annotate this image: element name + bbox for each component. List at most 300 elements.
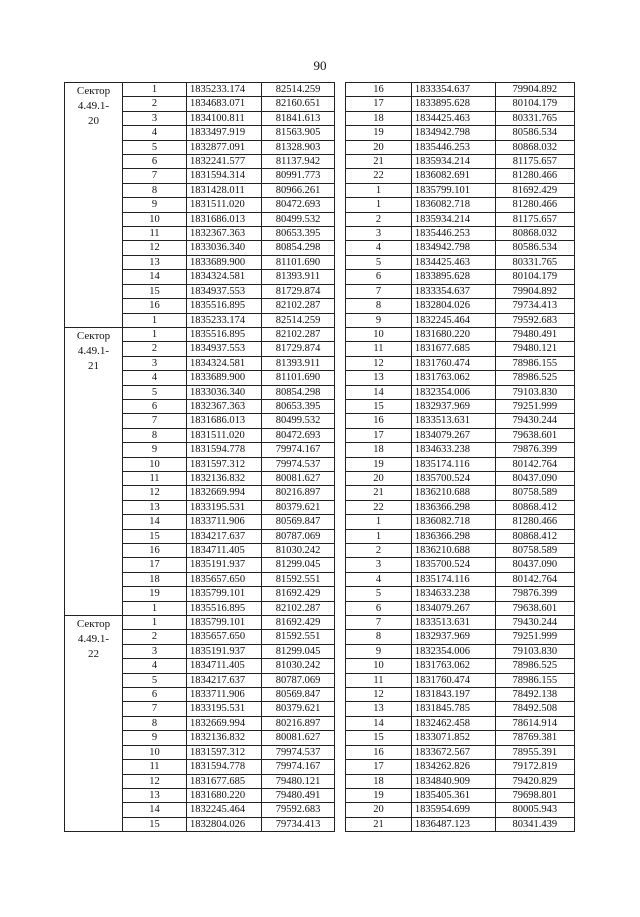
x-coordinate-cell: 1834425.463 (411, 111, 495, 125)
point-number-cell: 8 (123, 428, 187, 442)
y-coordinate-cell: 82102.287 (262, 299, 335, 313)
table-row (346, 731, 575, 745)
x-coordinate-cell: 1831680.220 (187, 788, 262, 802)
point-number-cell: 10 (123, 457, 187, 471)
x-coordinate-cell: 1831594.778 (187, 443, 262, 457)
y-coordinate-cell: 80104.179 (495, 97, 574, 111)
x-coordinate-cell: 1834425.463 (411, 255, 495, 269)
y-coordinate-cell: 78614.914 (495, 716, 574, 730)
table-row (346, 500, 575, 514)
point-number-cell: 21 (346, 155, 412, 169)
y-coordinate-cell: 80569.847 (262, 688, 335, 702)
point-number-cell: 21 (346, 486, 412, 500)
y-coordinate-cell: 81101.690 (262, 255, 335, 269)
y-coordinate-cell: 81393.911 (262, 356, 335, 370)
point-number-cell: 18 (346, 443, 412, 457)
table-row (65, 83, 335, 97)
x-coordinate-cell: 1832354.006 (411, 644, 495, 658)
x-coordinate-cell: 1831760.474 (411, 356, 495, 370)
y-coordinate-cell: 81328.903 (262, 140, 335, 154)
point-number-cell: 1 (123, 601, 187, 615)
y-coordinate-cell: 79974.167 (262, 443, 335, 457)
x-coordinate-cell: 1835233.174 (187, 313, 262, 327)
point-number-cell: 8 (123, 183, 187, 197)
x-coordinate-cell: 1831760.474 (411, 673, 495, 687)
point-number-cell: 2 (123, 342, 187, 356)
y-coordinate-cell: 81692.429 (262, 616, 335, 630)
x-coordinate-cell: 1831511.020 (187, 428, 262, 442)
x-coordinate-cell: 1834937.553 (187, 342, 262, 356)
point-number-cell: 9 (346, 644, 412, 658)
x-coordinate-cell: 1833497.919 (187, 126, 262, 140)
point-number-cell: 15 (123, 529, 187, 543)
table-row (346, 414, 575, 428)
page-number: 90 (313, 58, 327, 73)
table-row (346, 659, 575, 673)
table-row (346, 97, 575, 111)
y-coordinate-cell: 80379.621 (262, 702, 335, 716)
table-row (346, 630, 575, 644)
y-coordinate-cell: 80499.532 (262, 212, 335, 226)
x-coordinate-cell: 1833672.567 (411, 745, 495, 759)
y-coordinate-cell: 82102.287 (262, 601, 335, 615)
y-coordinate-cell: 81299.045 (262, 558, 335, 572)
point-number-cell: 1 (346, 529, 412, 543)
table-row (346, 443, 575, 457)
x-coordinate-cell: 1833071.852 (411, 731, 495, 745)
point-number-cell: 5 (346, 255, 412, 269)
point-number-cell: 10 (123, 745, 187, 759)
sector-label (65, 616, 123, 832)
y-coordinate-cell: 79480.491 (495, 327, 574, 341)
table-row (346, 788, 575, 802)
x-coordinate-cell: 1833895.628 (411, 97, 495, 111)
point-number-cell: 11 (123, 471, 187, 485)
point-number-cell: 13 (123, 788, 187, 802)
x-coordinate-cell: 1833036.340 (187, 385, 262, 399)
point-number-cell: 7 (346, 616, 412, 630)
y-coordinate-cell: 81592.551 (262, 572, 335, 586)
point-number-cell: 6 (123, 688, 187, 702)
point-number-cell: 1 (123, 616, 187, 630)
point-number-cell: 17 (346, 428, 412, 442)
x-coordinate-cell: 1833354.637 (411, 83, 495, 97)
y-coordinate-cell: 80216.897 (262, 486, 335, 500)
x-coordinate-cell: 1834324.581 (187, 270, 262, 284)
y-coordinate-cell: 81393.911 (262, 270, 335, 284)
y-coordinate-cell: 81280.466 (495, 515, 574, 529)
sector-label-line: 22 (88, 648, 99, 661)
x-coordinate-cell: 1831677.685 (187, 774, 262, 788)
table-row (346, 284, 575, 298)
y-coordinate-cell: 79876.399 (495, 443, 574, 457)
x-coordinate-cell: 1832877.091 (187, 140, 262, 154)
table-row (346, 342, 575, 356)
y-coordinate-cell: 82514.259 (262, 83, 335, 97)
x-coordinate-cell: 1834217.637 (187, 529, 262, 543)
point-number-cell: 15 (123, 284, 187, 298)
point-number-cell: 20 (346, 803, 412, 817)
point-number-cell: 19 (346, 788, 412, 802)
y-coordinate-cell: 80499.532 (262, 414, 335, 428)
x-coordinate-cell: 1834100.811 (187, 111, 262, 125)
point-number-cell: 10 (123, 212, 187, 226)
sector-label-line: Сектор (76, 85, 111, 97)
x-coordinate-cell: 1833689.900 (187, 255, 262, 269)
x-coordinate-cell: 1831677.685 (411, 342, 495, 356)
y-coordinate-cell: 80854.298 (262, 241, 335, 255)
y-coordinate-cell: 79172.819 (495, 760, 574, 774)
table-row (346, 817, 575, 831)
y-coordinate-cell: 82102.287 (262, 327, 335, 341)
point-number-cell: 2 (346, 544, 412, 558)
point-number-cell: 20 (346, 140, 412, 154)
table-row (346, 544, 575, 558)
point-number-cell: 22 (346, 169, 412, 183)
point-number-cell: 4 (123, 371, 187, 385)
point-number-cell: 8 (346, 299, 412, 313)
y-coordinate-cell: 80331.765 (495, 255, 574, 269)
x-coordinate-cell: 1835174.116 (411, 572, 495, 586)
x-coordinate-cell: 1832804.026 (411, 299, 495, 313)
point-number-cell: 19 (346, 457, 412, 471)
x-coordinate-cell: 1834711.405 (187, 659, 262, 673)
point-number-cell: 1 (123, 313, 187, 327)
y-coordinate-cell: 80868.032 (495, 227, 574, 241)
y-coordinate-cell: 78986.525 (495, 371, 574, 385)
point-number-cell: 16 (346, 83, 412, 97)
y-coordinate-cell: 82514.259 (262, 313, 335, 327)
y-coordinate-cell: 81280.466 (495, 198, 574, 212)
point-number-cell: 17 (346, 97, 412, 111)
sector-label-line: 4.49.1- (77, 633, 110, 646)
y-coordinate-cell: 80081.627 (262, 731, 335, 745)
point-number-cell: 3 (123, 111, 187, 125)
x-coordinate-cell: 1834711.405 (187, 544, 262, 558)
point-number-cell: 13 (346, 702, 412, 716)
y-coordinate-cell: 78986.155 (495, 673, 574, 687)
x-coordinate-cell: 1836210.688 (411, 544, 495, 558)
table-row (346, 140, 575, 154)
x-coordinate-cell: 1831428.011 (187, 183, 262, 197)
point-number-cell: 5 (123, 673, 187, 687)
x-coordinate-cell: 1835934.214 (411, 212, 495, 226)
table-row (346, 356, 575, 370)
y-coordinate-cell: 80331.765 (495, 111, 574, 125)
point-number-cell: 21 (346, 817, 412, 831)
table-row (346, 616, 575, 630)
point-number-cell: 19 (346, 126, 412, 140)
x-coordinate-cell: 1835700.524 (411, 471, 495, 485)
y-coordinate-cell: 80341.439 (495, 817, 574, 831)
table-row (346, 327, 575, 341)
x-coordinate-cell: 1833354.637 (411, 284, 495, 298)
y-coordinate-cell: 79251.999 (495, 399, 574, 413)
coordinates-table-left (64, 82, 335, 832)
x-coordinate-cell: 1833711.906 (187, 515, 262, 529)
x-coordinate-cell: 1831511.020 (187, 198, 262, 212)
point-number-cell: 14 (123, 270, 187, 284)
point-number-cell: 4 (346, 572, 412, 586)
x-coordinate-cell: 1836082.718 (411, 515, 495, 529)
x-coordinate-cell: 1836082.691 (411, 169, 495, 183)
point-number-cell: 9 (123, 198, 187, 212)
point-number-cell: 3 (346, 558, 412, 572)
x-coordinate-cell: 1833195.531 (187, 500, 262, 514)
point-number-cell: 14 (346, 385, 412, 399)
point-number-cell: 6 (123, 399, 187, 413)
point-number-cell: 7 (123, 702, 187, 716)
point-number-cell: 18 (123, 572, 187, 586)
y-coordinate-cell: 78492.508 (495, 702, 574, 716)
table-row (346, 644, 575, 658)
x-coordinate-cell: 1836366.298 (411, 529, 495, 543)
x-coordinate-cell: 1835516.895 (187, 601, 262, 615)
x-coordinate-cell: 1835799.101 (187, 616, 262, 630)
point-number-cell: 1 (123, 83, 187, 97)
point-number-cell: 11 (123, 227, 187, 241)
y-coordinate-cell: 79638.601 (495, 428, 574, 442)
x-coordinate-cell: 1834079.267 (411, 601, 495, 615)
x-coordinate-cell: 1834683.071 (187, 97, 262, 111)
y-coordinate-cell: 81101.690 (262, 371, 335, 385)
x-coordinate-cell: 1833513.631 (411, 414, 495, 428)
y-coordinate-cell: 79974.537 (262, 457, 335, 471)
x-coordinate-cell: 1836487.123 (411, 817, 495, 831)
x-coordinate-cell: 1831763.062 (411, 371, 495, 385)
x-coordinate-cell: 1835174.116 (411, 457, 495, 471)
x-coordinate-cell: 1834633.238 (411, 587, 495, 601)
x-coordinate-cell: 1834217.637 (187, 673, 262, 687)
sector-label-line: 4.49.1- (77, 100, 110, 112)
x-coordinate-cell: 1833036.340 (187, 241, 262, 255)
x-coordinate-cell: 1832937.969 (411, 630, 495, 644)
table-row (346, 270, 575, 284)
x-coordinate-cell: 1833711.906 (187, 688, 262, 702)
table-row (346, 558, 575, 572)
x-coordinate-cell: 1835799.101 (187, 587, 262, 601)
x-coordinate-cell: 1832367.363 (187, 227, 262, 241)
y-coordinate-cell: 80216.897 (262, 716, 335, 730)
y-coordinate-cell: 80472.693 (262, 198, 335, 212)
y-coordinate-cell: 79698.801 (495, 788, 574, 802)
x-coordinate-cell: 1831843.197 (411, 688, 495, 702)
y-coordinate-cell: 80379.621 (262, 500, 335, 514)
point-number-cell: 16 (346, 414, 412, 428)
x-coordinate-cell: 1835191.937 (187, 644, 262, 658)
y-coordinate-cell: 79480.491 (262, 788, 335, 802)
x-coordinate-cell: 1832937.969 (411, 399, 495, 413)
y-coordinate-cell: 81030.242 (262, 544, 335, 558)
point-number-cell: 5 (123, 385, 187, 399)
point-number-cell: 1 (346, 198, 412, 212)
sector-label (65, 83, 123, 328)
point-number-cell: 16 (123, 299, 187, 313)
x-coordinate-cell: 1831763.062 (411, 659, 495, 673)
y-coordinate-cell: 79974.167 (262, 760, 335, 774)
point-number-cell: 1 (346, 515, 412, 529)
point-number-cell: 7 (123, 414, 187, 428)
y-coordinate-cell: 80142.764 (495, 457, 574, 471)
x-coordinate-cell: 1834633.238 (411, 443, 495, 457)
x-coordinate-cell: 1833689.900 (187, 371, 262, 385)
x-coordinate-cell: 1833513.631 (411, 616, 495, 630)
y-coordinate-cell: 80437.090 (495, 558, 574, 572)
table-row (346, 428, 575, 442)
point-number-cell: 17 (346, 760, 412, 774)
point-number-cell: 19 (123, 587, 187, 601)
table-row (346, 198, 575, 212)
table-row (346, 529, 575, 543)
table-row (346, 313, 575, 327)
point-number-cell: 22 (346, 500, 412, 514)
y-coordinate-cell: 80787.069 (262, 673, 335, 687)
x-coordinate-cell: 1835657.650 (187, 572, 262, 586)
y-coordinate-cell: 79420.829 (495, 774, 574, 788)
y-coordinate-cell: 81137.942 (262, 155, 335, 169)
y-coordinate-cell: 80854.298 (262, 385, 335, 399)
table-row (346, 587, 575, 601)
y-coordinate-cell: 80586.534 (495, 241, 574, 255)
x-coordinate-cell: 1831594.314 (187, 169, 262, 183)
y-coordinate-cell: 81592.551 (262, 630, 335, 644)
x-coordinate-cell: 1831680.220 (411, 327, 495, 341)
table-row (346, 803, 575, 817)
y-coordinate-cell: 80966.261 (262, 183, 335, 197)
point-number-cell: 20 (346, 471, 412, 485)
table-row (346, 212, 575, 226)
point-number-cell: 6 (346, 270, 412, 284)
point-number-cell: 11 (123, 760, 187, 774)
y-coordinate-cell: 81729.874 (262, 342, 335, 356)
y-coordinate-cell: 78769.381 (495, 731, 574, 745)
y-coordinate-cell: 79480.121 (262, 774, 335, 788)
sector-label-line: 21 (88, 359, 99, 372)
point-number-cell: 13 (123, 500, 187, 514)
x-coordinate-cell: 1831686.013 (187, 414, 262, 428)
point-number-cell: 2 (123, 97, 187, 111)
y-coordinate-cell: 80437.090 (495, 471, 574, 485)
y-coordinate-cell: 79103.830 (495, 644, 574, 658)
table-row (346, 169, 575, 183)
y-coordinate-cell: 81563.905 (262, 126, 335, 140)
x-coordinate-cell: 1834937.553 (187, 284, 262, 298)
table-row (346, 716, 575, 730)
sector-label (65, 327, 123, 615)
x-coordinate-cell: 1831845.785 (411, 702, 495, 716)
table-row (346, 227, 575, 241)
x-coordinate-cell: 1834942.798 (411, 126, 495, 140)
point-number-cell: 1 (123, 327, 187, 341)
table-row (346, 572, 575, 586)
point-number-cell: 1 (346, 183, 412, 197)
point-number-cell: 16 (346, 745, 412, 759)
point-number-cell: 2 (123, 630, 187, 644)
x-coordinate-cell: 1832669.994 (187, 486, 262, 500)
y-coordinate-cell: 79480.121 (495, 342, 574, 356)
point-number-cell: 4 (346, 241, 412, 255)
sector-label-line: Сектор (76, 618, 111, 631)
table-row (346, 471, 575, 485)
point-number-cell: 11 (346, 342, 412, 356)
table-row (346, 83, 575, 97)
table-row (346, 673, 575, 687)
sector-label-line: 20 (88, 115, 99, 127)
y-coordinate-cell: 78986.525 (495, 659, 574, 673)
table-row (346, 745, 575, 759)
point-number-cell: 9 (346, 313, 412, 327)
point-number-cell: 4 (123, 659, 187, 673)
table-row (346, 399, 575, 413)
sector-label-line: 4.49.1- (77, 344, 110, 357)
y-coordinate-cell: 80653.395 (262, 399, 335, 413)
table-row (346, 486, 575, 500)
y-coordinate-cell: 79904.892 (495, 284, 574, 298)
point-number-cell: 6 (346, 601, 412, 615)
point-number-cell: 7 (346, 284, 412, 298)
y-coordinate-cell: 80104.179 (495, 270, 574, 284)
y-coordinate-cell: 80569.847 (262, 515, 335, 529)
y-coordinate-cell: 81175.657 (495, 155, 574, 169)
x-coordinate-cell: 1831597.312 (187, 745, 262, 759)
table-row (346, 760, 575, 774)
y-coordinate-cell: 78955.391 (495, 745, 574, 759)
x-coordinate-cell: 1832245.464 (187, 803, 262, 817)
x-coordinate-cell: 1834840.909 (411, 774, 495, 788)
x-coordinate-cell: 1835700.524 (411, 558, 495, 572)
y-coordinate-cell: 79734.413 (495, 299, 574, 313)
point-number-cell: 3 (123, 644, 187, 658)
point-number-cell: 13 (346, 371, 412, 385)
point-number-cell: 3 (346, 227, 412, 241)
table-row (346, 255, 575, 269)
table-row (346, 111, 575, 125)
y-coordinate-cell: 80758.589 (495, 486, 574, 500)
x-coordinate-cell: 1835934.214 (411, 155, 495, 169)
y-coordinate-cell: 79904.892 (495, 83, 574, 97)
x-coordinate-cell: 1835954.699 (411, 803, 495, 817)
x-coordinate-cell: 1836366.298 (411, 500, 495, 514)
x-coordinate-cell: 1831686.013 (187, 212, 262, 226)
point-number-cell: 2 (346, 212, 412, 226)
y-coordinate-cell: 80868.412 (495, 529, 574, 543)
y-coordinate-cell: 79430.244 (495, 414, 574, 428)
point-number-cell: 12 (123, 774, 187, 788)
x-coordinate-cell: 1835657.650 (187, 630, 262, 644)
x-coordinate-cell: 1832241.577 (187, 155, 262, 169)
table-row (346, 688, 575, 702)
y-coordinate-cell: 80081.627 (262, 471, 335, 485)
y-coordinate-cell: 79974.537 (262, 745, 335, 759)
table-row (346, 155, 575, 169)
x-coordinate-cell: 1832367.363 (187, 399, 262, 413)
point-number-cell: 17 (123, 558, 187, 572)
point-number-cell: 11 (346, 673, 412, 687)
x-coordinate-cell: 1834324.581 (187, 356, 262, 370)
y-coordinate-cell: 81030.242 (262, 659, 335, 673)
y-coordinate-cell: 79734.413 (262, 817, 335, 831)
y-coordinate-cell: 78986.155 (495, 356, 574, 370)
point-number-cell: 12 (346, 688, 412, 702)
y-coordinate-cell: 82160.651 (262, 97, 335, 111)
y-coordinate-cell: 80142.764 (495, 572, 574, 586)
x-coordinate-cell: 1832804.026 (187, 817, 262, 831)
table-row (346, 371, 575, 385)
sector-label-line: Сектор (76, 329, 111, 342)
point-number-cell: 5 (123, 140, 187, 154)
y-coordinate-cell: 79251.999 (495, 630, 574, 644)
x-coordinate-cell: 1834079.267 (411, 428, 495, 442)
